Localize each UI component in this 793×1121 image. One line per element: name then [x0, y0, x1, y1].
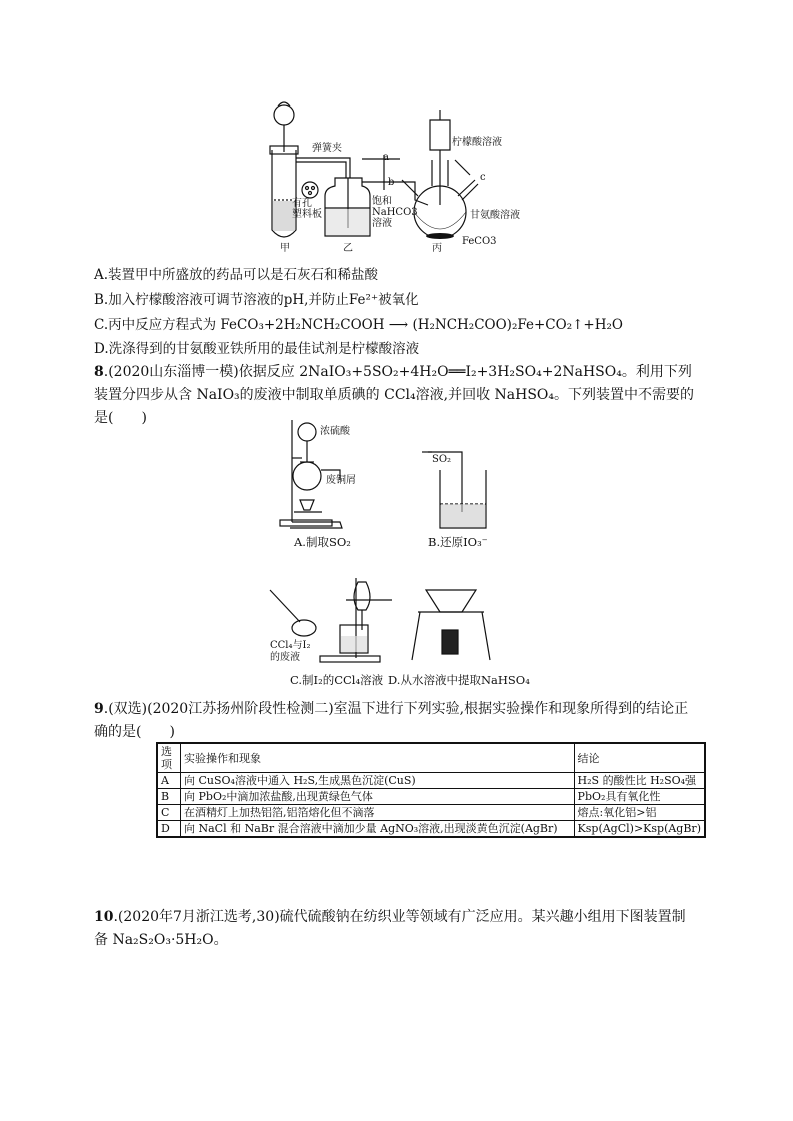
label-porous-plate-1: 有孔 — [292, 198, 312, 209]
question-9-text: .(双选)(2020江苏扬州阶段性检测二)室温下进行下列实验,根据实验操作和现象所得到的结论正确的是( ) — [94, 701, 689, 740]
table-header-option: 选项 — [157, 743, 181, 773]
label-bing: 丙 — [432, 243, 442, 254]
table-cell: Ksp(AgCl)>Ksp(AgBr) — [574, 821, 705, 838]
label-c: c — [480, 172, 486, 183]
table-row — [157, 821, 705, 838]
caption-a: A.制取SO₂ — [294, 535, 351, 549]
label-porous-plate-2: 塑料板 — [292, 209, 322, 220]
table-cell: A — [157, 773, 181, 789]
table-row — [157, 789, 705, 805]
label-saturated-1: 饱和 — [372, 196, 392, 207]
label-ccl4-waste-1: CCl₄与I₂ — [270, 640, 311, 651]
table-cell: 向 NaCl 和 NaBr 混合溶液中滴加少量 AgNO₃溶液,出现淡黄色沉淀(AgBr) — [181, 821, 575, 838]
q7-option-a: A.装置甲中所盛放的药品可以是石灰石和稀盐酸 — [94, 267, 379, 283]
label-spring-clip: 弹簧夹 — [312, 143, 342, 154]
table-row — [157, 773, 705, 789]
table-header-operation: 实验操作和现象 — [181, 743, 575, 773]
question-10-number: 10 — [94, 909, 114, 925]
label-glycine: 甘氨酸溶液 — [470, 210, 520, 221]
label-so2: SO₂ — [432, 454, 452, 465]
q7-option-c: C.丙中反应方程式为 FeCO₃+2H₂NCH₂COOH ⟶ (H₂NCH₂COO)₂Fe+CO₂↑+H₂O — [94, 317, 623, 333]
label-jia: 甲 — [280, 243, 290, 254]
label-waste-copper: 废铜屑 — [326, 475, 356, 486]
label-citric-acid: 柠檬酸溶液 — [452, 137, 502, 148]
q7-option-b: B.加入柠檬酸溶液可调节溶液的pH,并防止Fe²⁺被氧化 — [94, 292, 419, 308]
question-8-text: .(2020山东淄博一模)依据反应 2NaIO₃+5SO₂+4H₂O══I₂+3H₂SO₄+2NaHSO₄。利用下列装置分四步从含 NaIO₃的废液中制取单质碘的 CCl₄溶液,并回收 NaHSO₄。下列装置中不需要的是( ) — [94, 364, 695, 426]
caption-c: C.制I₂的CCl₄溶液 — [290, 673, 384, 687]
label-ccl4-waste-2: 的废液 — [270, 652, 300, 663]
caption-b: B.还原IO₃⁻ — [428, 535, 488, 549]
caption-d: D.从水溶液中提取NaHSO₄ — [388, 673, 530, 687]
results-table — [156, 742, 706, 838]
question-10 — [94, 906, 699, 952]
question-9-number: 9 — [94, 701, 104, 717]
table-cell: 熔点:氧化铝>铝 — [574, 805, 705, 821]
table-cell: 向 PbO₂中滴加浓盐酸,出现黄绿色气体 — [181, 789, 575, 805]
question-9 — [94, 698, 699, 744]
table-cell: 在酒精灯上加热铝箔,铝箔熔化但不滴落 — [181, 805, 575, 821]
label-feco3: FeCO3 — [462, 236, 497, 247]
table-cell: C — [157, 805, 181, 821]
table-cell: B — [157, 789, 181, 805]
table-cell: 向 CuSO₄溶液中通入 H₂S,生成黑色沉淀(CuS) — [181, 773, 575, 789]
question-8-number: 8 — [94, 364, 104, 380]
table-row — [157, 805, 705, 821]
apparatus-drawing — [0, 0, 793, 260]
table-header-conclusion: 结论 — [574, 743, 705, 773]
table-header-row — [157, 743, 705, 773]
label-saturated-3: 溶液 — [372, 218, 392, 229]
table-cell: D — [157, 821, 181, 838]
table-cell: PbO₂具有氧化性 — [574, 789, 705, 805]
table-cell: H₂S 的酸性比 H₂SO₄强 — [574, 773, 705, 789]
apparatus-drawing-2 — [0, 400, 793, 700]
label-a: a — [383, 152, 389, 163]
question-10-text: .(2020年7月浙江选考,30)硫代硫酸钠在纺织业等领域有广泛应用。某兴趣小组用下图装置制备 Na₂S₂O₃·5H₂O。 — [94, 909, 686, 948]
label-saturated-2: NaHCO3 — [372, 207, 418, 218]
label-conc-h2so4: 浓硫酸 — [320, 426, 350, 437]
label-yi: 乙 — [343, 243, 353, 254]
q7-option-d: D.洗涤得到的甘氨酸亚铁所用的最佳试剂是柠檬酸溶液 — [94, 341, 420, 357]
label-b: b — [388, 177, 395, 188]
